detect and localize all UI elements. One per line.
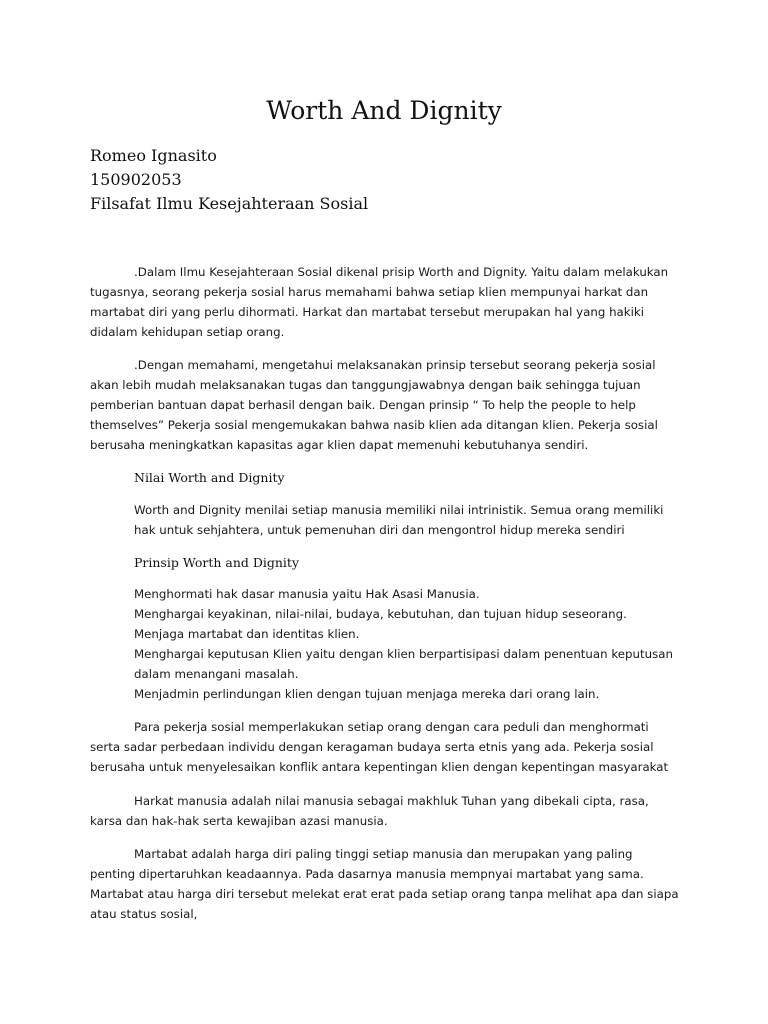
paragraph-martabat: Martabat adalah harga diri paling tinggi setiap manusia dan merupakan yang paling penting dipertaruhkan keadaannya. Pada dasarnya manusia mempnyai martabat yang sama. Martabat atau harga diri tersebut melekat erat erat pada setiap orang tanpa melihat apa dan siapa atau status sosial, — [90, 847, 679, 921]
student-id: 150902053 — [90, 170, 182, 189]
paragraph-understanding: .Dengan memahami, mengetahui melaksanakan prinsip tersebut seorang pekerja sosial akan lebih mudah melaksanakan tugas dan tanggungjawabnya dengan baik sehingga tujuan pemberian bantuan dapat berhasil dengan baik. Dengan prinsip “ To help the people to help themselves” Pekerja sosial mengemukakan bahwa nasib klien ada ditangan klien. Pekerja sosial berusaha meningkatkan kapasitas agar klien dapat memenuhi kebutuhanya sendiri. — [90, 358, 658, 452]
author-block — [90, 144, 368, 216]
paragraph-intro: .Dalam Ilmu Kesejahteraan Sosial dikenal prisip Worth and Dignity. Yaitu dalam melakukan tugasnya, seorang pekerja sosial harus memahami bahwa setiap klien mempunyai harkat dan martabat diri yang perlu dihormati. Harkat dan martabat tersebut merupakan hal yang hakiki didalam kehidupan setiap orang. — [90, 265, 669, 339]
list-item: Menjadmin perlindungan klien dengan tujuan menjaga mereka dari orang lain. — [134, 687, 600, 701]
list-item: Menghargai keyakinan, nilai-nilai, budaya, kebutuhan, dan tujuan hidup seseorang. — [134, 607, 627, 621]
course-name: Filsafat Ilmu Kesejahteraan Sosial — [90, 194, 369, 213]
paragraph-nilai: Worth and Dignity menilai setiap manusia memiliki nilai intrinistik. Semua orang memiliki hak untuk sehjahtera, untuk pemenuhan diri dan mengontrol hidup mereka sendiri — [134, 503, 664, 537]
list-item: Menghormati hak dasar manusia yaitu Hak Asasi Manusia. — [134, 587, 480, 601]
heading-nilai: Nilai Worth and Dignity — [134, 470, 285, 485]
list-item: Menghargai keputusan Klien yaitu dengan klien berpartisipasi dalam penentuan keputusan dalam menangani masalah. — [134, 647, 673, 681]
document-title: Worth And Dignity — [266, 96, 502, 125]
paragraph-treatment: Para pekerja sosial memperlakukan setiap orang dengan cara peduli dan menghormati serta sadar perbedaan individu dengan keragaman budaya serta etnis yang ada. Pekerja sosial berusaha untuk menyelesaikan konflik antara kepentingan klien dengan kepentingan masyarakat — [90, 720, 669, 774]
author-name: Romeo Ignasito — [90, 146, 217, 165]
principles-list — [134, 584, 680, 704]
list-item: Menjaga martabat dan identitas klien. — [134, 627, 360, 641]
paragraph-harkat: Harkat manusia adalah nilai manusia sebagai makhluk Tuhan yang dibekali cipta, rasa, karsa dan hak-hak serta kewajiban azasi manusia. — [90, 794, 649, 828]
heading-prinsip: Prinsip Worth and Dignity — [134, 555, 300, 570]
